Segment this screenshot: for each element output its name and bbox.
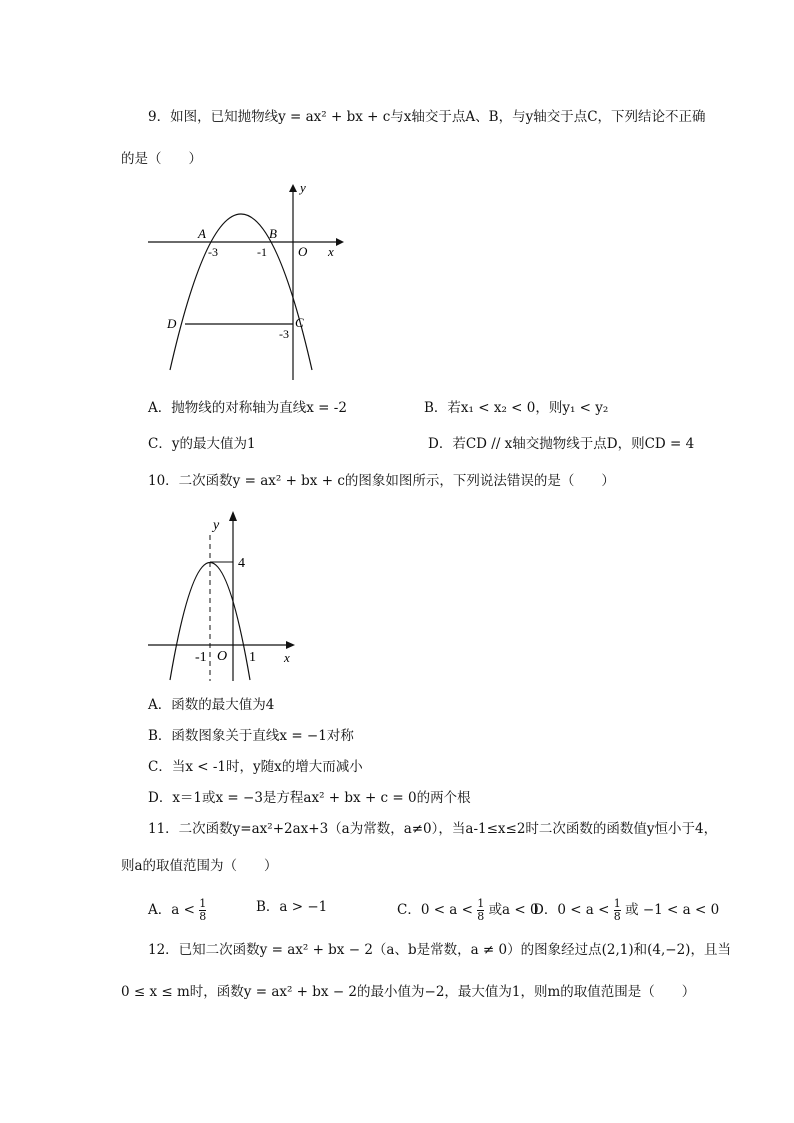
q11-option-a-text: A．a < (148, 902, 195, 918)
q9-tick-b-label: -1 (257, 245, 267, 259)
q11-option-c-fraction (477, 898, 484, 923)
q9-parabola-curve (170, 214, 312, 370)
q11-option-c-text: C．0 < a < (397, 902, 473, 918)
q12-stem-line2: 0 ≤ x ≤ m时，函数y = ax² + bx − 2的最小值为−2，最大值为1，则m的取值范围是（ ） (121, 984, 696, 1000)
q9-point-d-label: D (167, 316, 177, 331)
q11-stem-line1: 11．二次函数y=ax²+2ax+3（a为常数，a≠0），当a-1≤x≤2时二次函数的函数值y恒小于4， (148, 821, 718, 837)
q10-parabola-figure (140, 505, 310, 685)
fraction-numerator: 1 (477, 897, 485, 910)
q10-tick-pos-label: 1 (249, 650, 256, 665)
q10-y-arrow-icon (229, 511, 237, 521)
q10-option-b: B．函数图象关于直线x = −1对称 (148, 728, 354, 744)
q11-option-a-fraction (199, 898, 206, 923)
q10-y-label: y (213, 518, 220, 533)
q10-option-c: C．当x < -1时，y随x的增大而减小 (148, 759, 363, 775)
q9-stem-line1: 9．如图，已知抛物线y = ax² + bx + c与x轴交于点A、B，与y轴交于点C，下列结论不正确 (148, 109, 706, 125)
q11-option-c-tail: 或a < 0 (488, 902, 539, 918)
q9-tick-a-label: -3 (208, 245, 218, 259)
q9-option-c: C．y的最大值为1 (148, 436, 256, 452)
q10-x-arrow-icon (286, 641, 295, 649)
q11-stem-line2: 则a的取值范围为（ ） (121, 858, 278, 874)
q10-tick-neg-label: -1 (195, 650, 207, 665)
q9-y-label: y (300, 180, 306, 195)
q11-option-c (397, 898, 539, 923)
q10-tick-max-label: 4 (238, 556, 245, 571)
q10-origin-label: O (217, 649, 228, 664)
q10-x-label: x (284, 650, 290, 665)
q9-point-a-label: A (198, 226, 206, 241)
q9-y-arrow-icon (289, 184, 297, 192)
fraction-numerator: 1 (199, 897, 207, 910)
fraction-denominator: 8 (199, 910, 207, 923)
q9-tick-c-label: -3 (279, 327, 289, 341)
fraction-numerator: 1 (613, 897, 621, 910)
q12-stem-line1: 12．已知二次函数y = ax² + bx − 2（a、b是常数，a ≠ 0）的图象经过点(2,1)和(4,−2)，且当 (148, 942, 731, 958)
q9-point-b-label: B (269, 226, 277, 241)
q10-option-a: A．函数的最大值为4 (148, 697, 275, 713)
q11-option-d-fraction (614, 898, 621, 923)
fraction-denominator: 8 (613, 910, 621, 923)
q11-option-d-text: D．0 < a < (533, 902, 610, 918)
q11-option-a (148, 898, 206, 923)
q10-stem: 10．二次函数y = ax² + bx + c的图象如图所示，下列说法错误的是（ ） (148, 473, 615, 489)
q11-option-d-tail: 或 −1 < a < 0 (625, 902, 720, 918)
q9-point-c-label: C (295, 315, 304, 330)
q9-parabola-figure (140, 180, 360, 390)
fraction-denominator: 8 (477, 910, 485, 923)
q9-stem-line2: 的是（ ） (121, 151, 202, 167)
q9-option-a: A．抛物线的对称轴为直线x = -2 (148, 400, 347, 416)
q9-option-d: D．若CD // x轴交抛物线于点D，则CD = 4 (428, 436, 695, 452)
q9-origin-label: O (298, 244, 308, 259)
q11-option-b: B．a > −1 (256, 899, 328, 915)
q9-option-b: B．若x₁ < x₂ < 0，则y₁ < y₂ (424, 400, 609, 416)
q9-x-label: x (328, 244, 334, 259)
q9-x-arrow-icon (336, 238, 344, 246)
q11-option-d (533, 898, 719, 923)
q10-option-d: D．x＝1或x = −3是方程ax² + bx + c = 0的两个根 (148, 790, 471, 806)
